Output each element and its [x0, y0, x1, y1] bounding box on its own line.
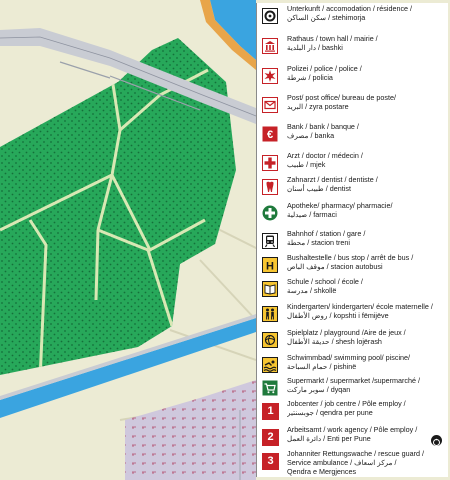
number-badge: 2 — [262, 429, 279, 446]
legend-line: Post/ post office/ bureau de poste/ — [287, 94, 396, 102]
legend-line: Bahnhof / station / gare / — [287, 230, 366, 238]
wheelchair-icon — [431, 435, 442, 446]
bus-stop-icon — [262, 257, 278, 273]
legend-line: حديقة الأطفال / shesh lojërash — [287, 336, 382, 346]
legend-text — [287, 65, 445, 83]
legend-line: Johanniter Rettungswache / rescue guard / — [287, 450, 425, 458]
legend-line: حمام السباحة / pishinë — [287, 361, 357, 371]
legend-line: Arbeitsamt / work agency / Pôle employ / — [287, 426, 418, 434]
legend-text — [287, 278, 445, 296]
legend-text — [287, 354, 445, 372]
number-badge: 3 — [262, 453, 279, 470]
legend-text — [287, 450, 445, 477]
legend-line: صيدلية / farmaci — [287, 209, 337, 219]
playground-icon — [262, 332, 278, 348]
town-hall-icon — [262, 38, 278, 54]
accommodation-icon — [262, 8, 278, 24]
doctor-icon — [262, 155, 278, 171]
legend-line: Zahnarzt / dentist / dentiste / — [287, 176, 378, 184]
svg-text:€: € — [266, 129, 274, 141]
legend-line: طبيب أسنان / dentist — [287, 183, 351, 193]
legend-text — [287, 254, 445, 272]
police-icon — [262, 68, 278, 84]
swimming-pool-icon — [262, 357, 278, 373]
legend-line: روض الأطفال / kopshti i fëmijëve — [287, 310, 389, 320]
legend-line: دائرة العمل / Enti per Pune — [287, 433, 371, 443]
legend-line: Supermarkt / supermarket /supermarché / — [287, 377, 421, 385]
school-icon — [262, 281, 278, 297]
legend-text — [287, 377, 445, 395]
legend-line: Service ambulance / مركز اسعاف / — [287, 457, 397, 467]
number-badge: 1 — [262, 403, 279, 420]
legend-text — [287, 5, 445, 23]
legend-line: Unterkunft / accomodation / résidence / — [287, 5, 413, 13]
post-office-icon — [262, 97, 278, 113]
legend-item — [257, 5, 447, 35]
legend-line: دار البلدية / bashki — [287, 42, 343, 52]
legend-text — [287, 35, 445, 53]
legend-text — [287, 426, 445, 444]
legend-line: طبيب / mjek — [287, 159, 326, 169]
legend-line: البريد / zyra postare — [287, 101, 349, 111]
train-station-icon — [262, 233, 278, 249]
legend-line: مدرسة / shkollë — [287, 285, 337, 295]
legend-line: Rathaus / town hall / mairie / — [287, 35, 378, 43]
legend-line: شرطة / policia — [287, 72, 333, 82]
bank-icon — [262, 126, 278, 142]
legend-line: Apotheke/ pharmacy/ pharmacie/ — [287, 202, 393, 210]
legend-text — [287, 152, 445, 170]
legend-line: Arzt / doctor / médecin / — [287, 152, 363, 160]
legend-line: Schwimmbad/ swimming pool/ piscine/ — [287, 354, 411, 362]
legend-text — [287, 94, 445, 112]
legend-line: Polizei / police / police / — [287, 65, 362, 73]
legend-line: مصرف / banka — [287, 130, 335, 140]
legend-line: Qendra e Mergjences — [287, 466, 357, 476]
legend-text — [287, 400, 445, 418]
legend-item — [257, 202, 447, 232]
kindergarten-icon — [262, 306, 278, 322]
legend-text — [287, 202, 445, 220]
legend-item — [257, 450, 447, 480]
legend-item — [257, 65, 447, 95]
legend-line: Bushaltestelle / bus stop / arrêt de bus / — [287, 254, 414, 262]
legend-line: Schule / school / école / — [287, 278, 363, 286]
legend-line: Spielplatz / playground /Aire de jeux / — [287, 329, 406, 337]
legend-line: Bank / bank / banque / — [287, 123, 359, 131]
pharmacy-icon — [262, 205, 278, 221]
legend-line: موقف الباص / stacion autobusi — [287, 261, 383, 271]
legend-text — [287, 329, 445, 347]
dentist-icon — [262, 179, 278, 195]
legend-item — [257, 94, 447, 124]
legend-item — [257, 123, 447, 153]
supermarket-icon — [262, 380, 278, 396]
legend-item — [257, 35, 447, 65]
legend-line: جوبسنتير / qendra per pune — [287, 407, 373, 417]
legend-text — [287, 176, 445, 194]
legend-text — [287, 230, 445, 248]
legend-text — [287, 303, 445, 321]
legend-line: سكن الساكن / stehimorja — [287, 12, 366, 22]
legend-line: Kindergarten/ kindergarten/ école maternelle / — [287, 303, 433, 311]
legend-line: محطة / stacion treni — [287, 237, 350, 247]
legend-line: Jobcenter / job centre / Pôle employ / — [287, 400, 406, 408]
legend-line: سوبر ماركت / dyqan — [287, 384, 351, 394]
map-legend — [256, 3, 448, 477]
svg-text:H: H — [266, 260, 274, 273]
legend-text — [287, 123, 445, 141]
